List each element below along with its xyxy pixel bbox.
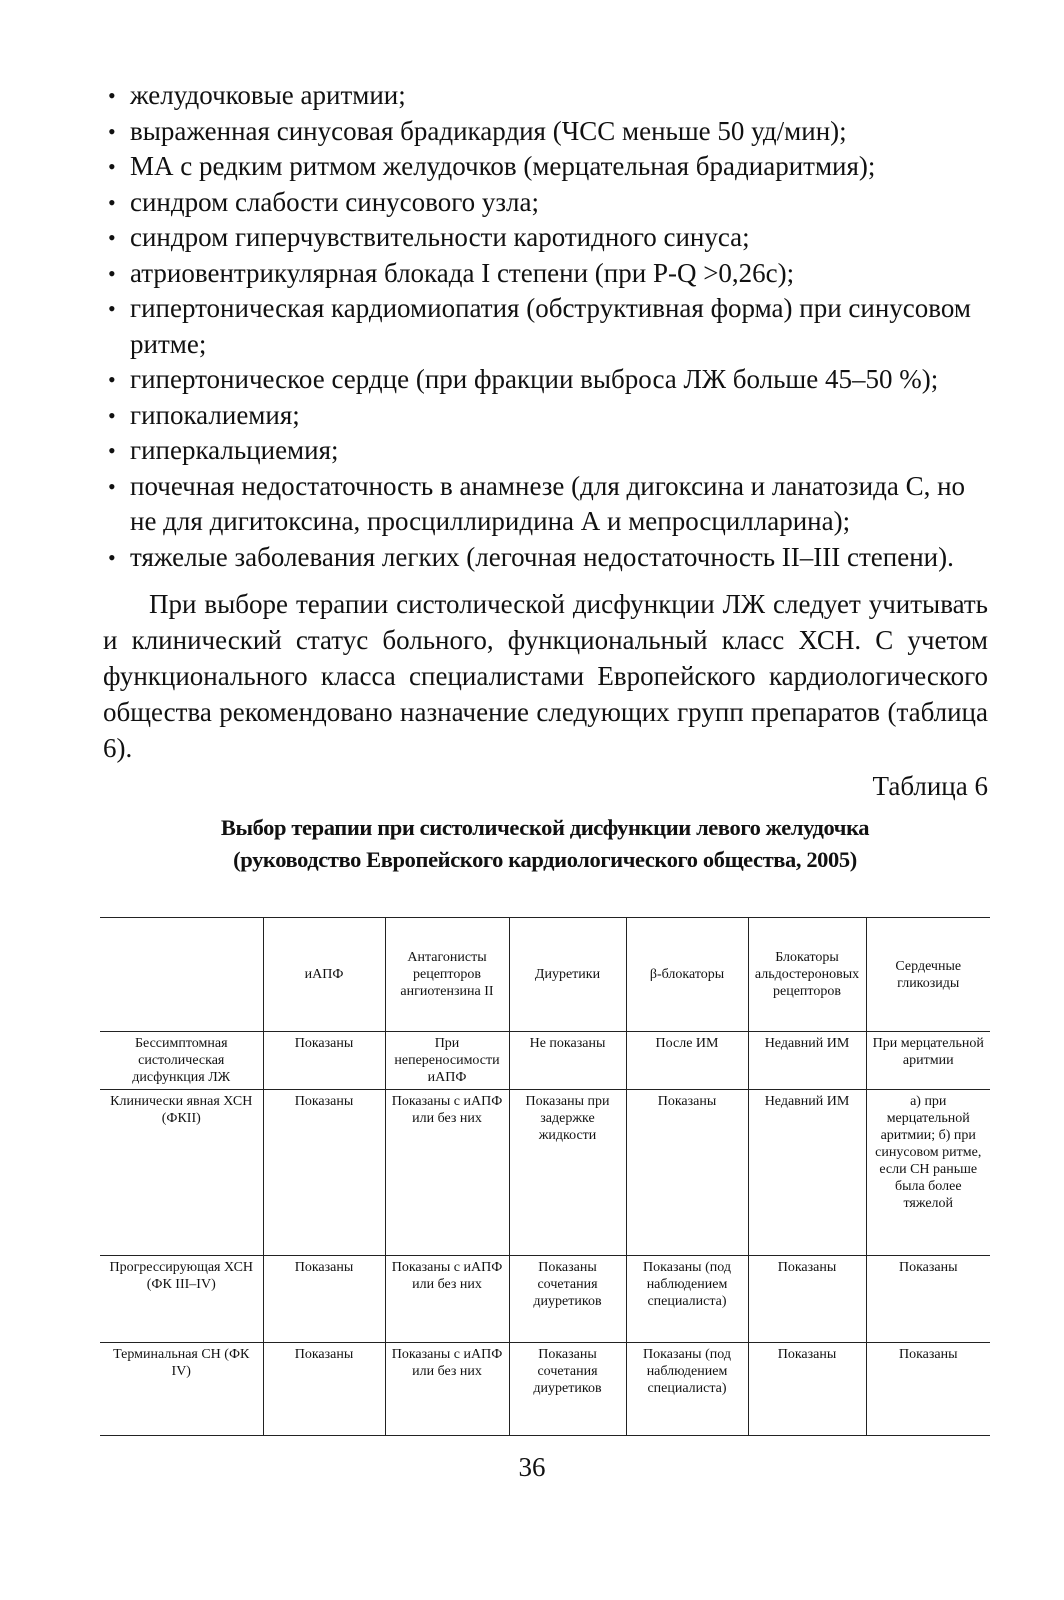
list-item: • желудочковые аритмии; — [108, 78, 988, 114]
list-item: • синдром гиперчувствительности каротидного синуса; — [108, 220, 988, 256]
table-cell: Терминальная СН (ФК IV) — [100, 1343, 263, 1436]
table-header-row — [100, 918, 990, 1032]
column-header: иАПФ — [263, 918, 385, 1032]
table-cell: Показаны (под наблюдением специалиста) — [626, 1256, 748, 1343]
table-cell: Показаны (под наблюдением специалиста) — [626, 1343, 748, 1436]
table-cell: Не показаны — [509, 1032, 626, 1090]
table-cell: Показаны — [748, 1256, 866, 1343]
contraindications-list — [108, 78, 988, 575]
list-item: • гиперкальциемия; — [108, 433, 988, 469]
table-row — [100, 1032, 990, 1090]
list-item: • МА с редким ритмом желудочков (мерцательная брадиаритмия); — [108, 149, 988, 185]
column-header: Диуретики — [509, 918, 626, 1032]
table-cell: Показаны — [866, 1256, 990, 1343]
table-cell: Показаны — [263, 1343, 385, 1436]
column-header: Блокаторы альдостероновых рецепторов — [748, 918, 866, 1032]
table-label: Таблица 6 — [872, 771, 988, 801]
table-cell: При непереносимости иАПФ — [385, 1032, 509, 1090]
column-header — [100, 918, 263, 1032]
therapy-table — [100, 917, 990, 1436]
table-cell: Показаны сочетания диуретиков — [509, 1256, 626, 1343]
list-item: • выраженная синусовая брадикардия (ЧСС меньше 50 уд/мин); — [108, 114, 988, 150]
column-header: β-блокаторы — [626, 918, 748, 1032]
table-row — [100, 1090, 990, 1256]
page-number: 36 — [518, 1452, 546, 1482]
table-cell: Бессимптомная систолическая дисфункция ЛЖ — [100, 1032, 263, 1090]
column-header: Сердечные гликозиды — [866, 918, 990, 1032]
table-cell: Показаны с иАПФ или без них — [385, 1343, 509, 1436]
table-cell: При мерцательной аритмии — [866, 1032, 990, 1090]
table-row — [100, 1343, 990, 1436]
list-item: • гипертоническое сердце (при фракции выброса ЛЖ больше 45–50 %); — [108, 362, 988, 398]
table-cell: Показаны — [748, 1343, 866, 1436]
list-item: • синдром слабости синусового узла; — [108, 185, 988, 221]
table-cell: а) при мерцательной аритмии; б) при синусовом ритме, если СН раньше была более тяжелой — [866, 1090, 990, 1256]
table-cell: Показаны — [866, 1343, 990, 1436]
table-cell: Прогрессирующая ХСН (ФК III–IV) — [100, 1256, 263, 1343]
column-header: Антагонисты рецепторов ангиотензина II — [385, 918, 509, 1032]
table-title-line: Выбор терапии при систолической дисфункции левого желудочка — [220, 815, 870, 840]
table-cell: Показаны с иАПФ или без них — [385, 1256, 509, 1343]
list-item: • почечная недостаточность в анамнезе (для дигоксина и ланатозида С, но не для дигитоксина, просциллиридина А и мепросцилларина); — [108, 469, 988, 540]
body-paragraph: При выборе терапии систолической дисфункции ЛЖ следует учитывать и клинический статус больного, функциональный класс ХСН. С учетом функционального класса специалистами Европейского кардиологического общества рекомендовано назначение следующих групп препаратов (таблица 6). — [103, 589, 988, 763]
list-item: • тяжелые заболевания легких (легочная недостаточность II–III степени). — [108, 540, 988, 576]
table-title — [100, 812, 990, 876]
list-item: • атриовентрикулярная блокада I степени (при P-Q >0,26с); — [108, 256, 988, 292]
table-cell: Недавний ИМ — [748, 1090, 866, 1256]
table-row — [100, 1256, 990, 1343]
table-cell: Показаны сочетания диуретиков — [509, 1343, 626, 1436]
table-cell: Клинически явная ХСН (ФКII) — [100, 1090, 263, 1256]
table-cell: Показаны — [263, 1256, 385, 1343]
table-cell: После ИМ — [626, 1032, 748, 1090]
table-cell: Недавний ИМ — [748, 1032, 866, 1090]
table-cell: Показаны с иАПФ или без них — [385, 1090, 509, 1256]
table-cell: Показаны — [263, 1090, 385, 1256]
table-cell: Показаны при задержке жидкости — [509, 1090, 626, 1256]
list-item: • гипертоническая кардиомиопатия (обструктивная форма) при синусовом ритме; — [108, 291, 988, 362]
list-item: • гипокалиемия; — [108, 398, 988, 434]
table-title-line: (руководство Европейского кардиологического общества, 2005) — [233, 847, 857, 872]
table-cell: Показаны — [263, 1032, 385, 1090]
table-cell: Показаны — [626, 1090, 748, 1256]
